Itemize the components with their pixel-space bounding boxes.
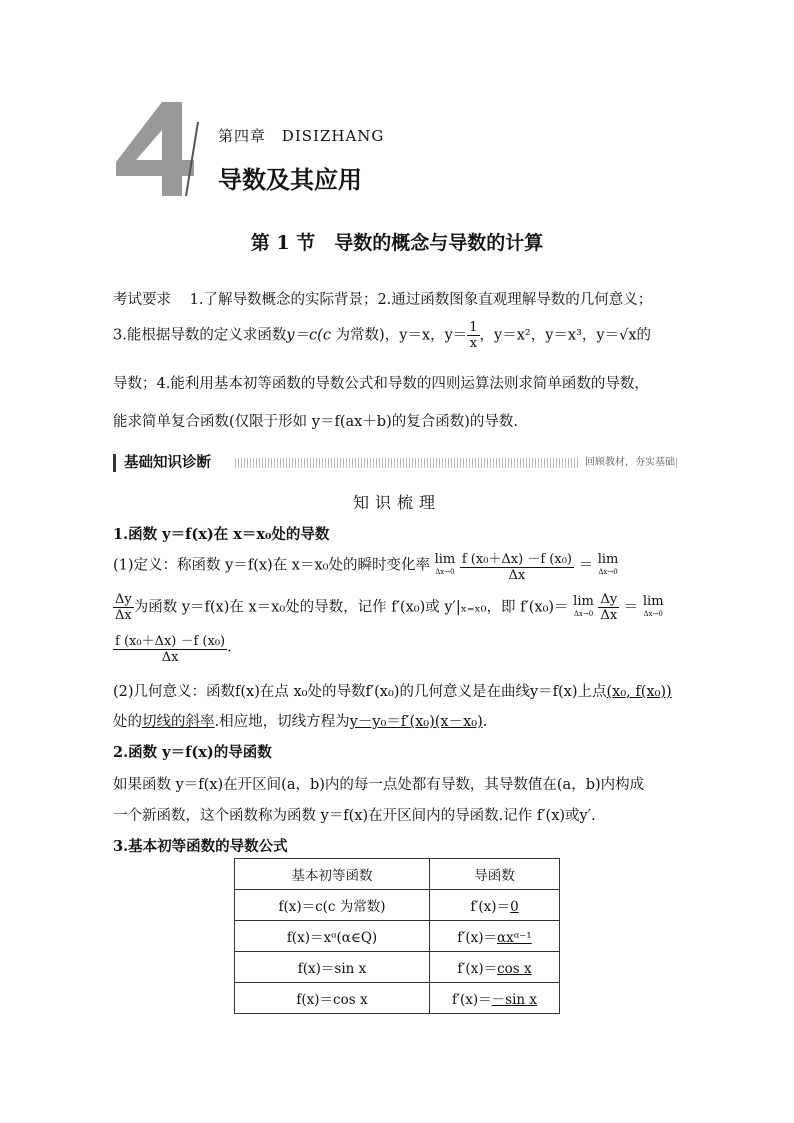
lim-4 <box>642 593 664 620</box>
item1-definition-line2 <box>113 592 664 623</box>
deriv-prefix: f′(x)＝ <box>470 899 511 915</box>
req-l2-a: 3.能根据导数的定义求函数 <box>113 327 287 344</box>
lim-2-word: lim <box>597 551 619 567</box>
frac-4-n: f (x₀＋Δx) －f (x₀) <box>113 630 227 650</box>
derivative-table <box>234 858 560 1014</box>
lim-3 <box>573 593 594 620</box>
geo-text-d: . <box>482 714 488 730</box>
requirements-line-1 <box>113 288 652 309</box>
deriv-answer: 0 <box>510 899 519 915</box>
frac-derivative-1 <box>460 548 574 583</box>
chapter-label-pinyin: DISIZHANG <box>281 127 385 145</box>
geo-text-a: (2)几何意义：函数f(x)在点 x₀处的导数f′(x₀)的几何意义是在曲线y＝f(x)上点 <box>113 684 607 700</box>
requirements-label: 考试要求 <box>113 292 171 308</box>
section-title: 第 1 节 导数的概念与导数的计算 <box>250 232 544 254</box>
req-frac-d: x <box>469 336 478 351</box>
geo-point: (x₀, f(x₀)) <box>606 684 672 700</box>
table-row <box>235 921 560 952</box>
frac-2-n: Δy <box>115 592 132 607</box>
subheading: 知识梳理 <box>352 493 441 512</box>
item2-line1: 如果函数 y＝f(x)在开区间(a，b)内的每一点处都有导数，其导数值在(a，b)内构成 <box>113 777 645 793</box>
chapter-number-graphic <box>110 100 200 200</box>
lim-4-word: lim <box>642 593 664 609</box>
frac-2-d: Δx <box>115 608 132 623</box>
frac-derivative-2 <box>113 630 227 665</box>
requirements-text-1: 1.了解导数概念的实际背景；2.通过函数图象直观理解导数的几何意义； <box>189 292 653 308</box>
frac-4-d: Δx <box>161 650 179 665</box>
table-cell-function: f(x)＝c(c 为常数) <box>235 890 430 921</box>
table-header-row <box>235 859 560 890</box>
chapter-label <box>218 125 394 146</box>
table-header-derivative: 导函数 <box>430 859 560 890</box>
item1-geometric-line1 <box>113 680 672 701</box>
table-cell-function: f(x)＝xᵅ(α∈Q) <box>235 921 430 952</box>
item2-line2: 一个新函数，这个函数称为函数 y＝f(x)在开区间内的导函数.记作 f′(x)或y′. <box>113 808 596 824</box>
def-text-b: 为函数 y＝f(x)在 x＝x₀处的导数，记作 f′(x₀)或 y′|ₓ₌ₓ₀，即 f′(x₀)＝ <box>133 599 569 616</box>
chapter-label-cn: 第四章 <box>218 127 267 145</box>
geo-text-c: .相应地，切线方程为 <box>214 714 350 730</box>
geo-tangent-eq: y－y₀＝f′(x₀)(x－x₀) <box>349 714 483 730</box>
table-cell-derivative <box>430 921 560 952</box>
table-row <box>235 952 560 983</box>
banner-subtitle: 回顾教材，夯实基础 <box>579 456 675 470</box>
table-cell-function: f(x)＝cos x <box>235 983 430 1014</box>
item2-title: 2.函数 y＝f(x)的导函数 <box>113 744 272 761</box>
frac-dy-dx-2 <box>598 592 619 623</box>
req-frac <box>467 320 479 351</box>
deriv-prefix: f′(x)＝ <box>457 961 498 977</box>
lim-1-word: lim <box>434 551 456 567</box>
def-text-a: (1)定义：称函数 y＝f(x)在 x＝x₀处的瞬时变化率 <box>113 557 430 574</box>
table-cell-derivative <box>430 983 560 1014</box>
lim-1-sub: Δx→0 <box>435 567 455 576</box>
deriv-answer: cos x <box>497 961 532 977</box>
req-l2-d: ，y＝x²，y＝x³，y＝√x的 <box>479 327 652 344</box>
frac-dy-dx-1 <box>113 592 134 623</box>
lim-2 <box>597 551 619 578</box>
deriv-prefix: f′(x)＝ <box>457 930 498 946</box>
req-frac-n: 1 <box>469 320 478 335</box>
item1-geometric-line2 <box>113 710 487 731</box>
item3-title: 3.基本初等函数的导数公式 <box>113 838 288 855</box>
requirements-line-2 <box>113 320 651 351</box>
frac-1-n: f (x₀＋Δx) －f (x₀) <box>460 548 574 568</box>
table-header-function: 基本初等函数 <box>235 859 430 890</box>
deriv-prefix: f′(x)＝ <box>451 992 492 1008</box>
deriv-answer: －sin x <box>491 992 538 1008</box>
section-banner <box>113 454 679 472</box>
requirements-line-4: 能求简单复合函数(仅限于形如 y＝f(ax＋b)的复合函数)的导数. <box>113 414 519 430</box>
requirements-line-3: 导数；4.能利用基本初等函数的导数公式和导数的四则运算法则求简单函数的导数， <box>113 376 649 392</box>
chapter-title: 导数及其应用 <box>218 166 362 194</box>
geo-slope: 切线的斜率 <box>142 714 215 730</box>
table-row <box>235 983 560 1014</box>
frac-3-n: Δy <box>600 592 618 607</box>
lim-2-sub: Δx→0 <box>598 567 618 576</box>
item1-definition-line3 <box>113 630 232 665</box>
req-l2-b: y＝c(c <box>286 327 331 344</box>
table-row <box>235 890 560 921</box>
banner-title: 基础知识诊断 <box>113 454 211 472</box>
table-cell-function: f(x)＝sin x <box>235 952 430 983</box>
lim-4-sub: Δx→0 <box>643 609 663 618</box>
lim-3-word: lim <box>573 593 594 609</box>
item1-definition-line1 <box>113 548 618 583</box>
eq-2: ＝ <box>623 599 639 616</box>
req-l2-c: 为常数)，y＝x，y＝ <box>335 327 468 344</box>
deriv-answer: αxᵅ⁻¹ <box>497 930 532 946</box>
table-cell-derivative <box>430 890 560 921</box>
frac-1-d: Δx <box>508 568 526 583</box>
geo-text-b: 处的 <box>113 714 142 730</box>
frac-3-d: Δx <box>600 608 618 623</box>
lim-1 <box>434 551 456 578</box>
eq-1: ＝ <box>578 557 594 574</box>
table-cell-derivative <box>430 952 560 983</box>
item1-title: 1.函数 y＝f(x)在 x＝x₀处的导数 <box>113 526 330 543</box>
def-text-c: . <box>227 639 232 656</box>
lim-3-sub: Δx→0 <box>573 609 594 618</box>
